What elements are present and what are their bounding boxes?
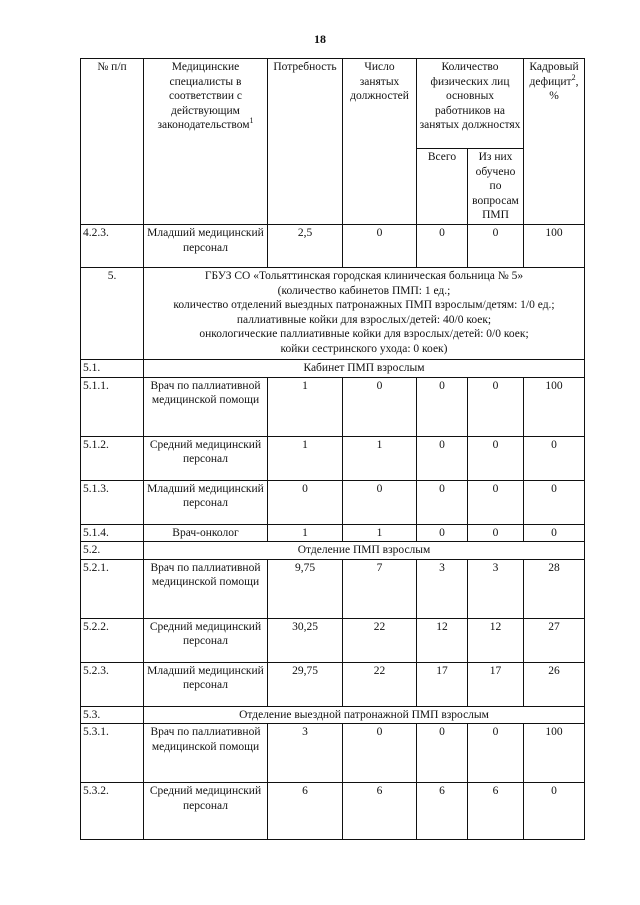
row-trained: 0 — [468, 436, 524, 480]
subsection-number: 5.3. — [81, 706, 144, 724]
row-deficit: 0 — [524, 480, 585, 524]
row-total: 17 — [417, 662, 468, 706]
table-row — [81, 662, 585, 706]
row-number: 4.2.3. — [81, 225, 144, 268]
row-total: 6 — [417, 783, 468, 840]
row-occupied: 22 — [343, 618, 417, 662]
subsection-title: Отделение выездной патронажной ПМП взрослым — [144, 706, 585, 724]
row-need: 1 — [268, 524, 343, 542]
row-total: 0 — [417, 480, 468, 524]
row-deficit: 100 — [524, 377, 585, 436]
header-staff-count: Количество физических лиц основных работников на занятых должностях — [417, 59, 524, 149]
row-deficit: 0 — [524, 783, 585, 840]
row-deficit: 28 — [524, 559, 585, 618]
row-specialist: Врач по паллиативной медицинской помощи — [144, 377, 268, 436]
subsection-title: Кабинет ПМП взрослым — [144, 360, 585, 378]
row-trained: 6 — [468, 783, 524, 840]
row-deficit: 100 — [524, 724, 585, 783]
subsection-number: 5.1. — [81, 360, 144, 378]
header-need: Потребность — [268, 59, 343, 225]
row-need: 9,75 — [268, 559, 343, 618]
table-row — [81, 524, 585, 542]
row-specialist: Средний медицинский персонал — [144, 436, 268, 480]
row-need: 2,5 — [268, 225, 343, 268]
subsection-row — [81, 542, 585, 560]
row-number: 5.1.1. — [81, 377, 144, 436]
row-number: 5.1.3. — [81, 480, 144, 524]
row-total: 0 — [417, 377, 468, 436]
table-row — [81, 783, 585, 840]
row-need: 0 — [268, 480, 343, 524]
table-row — [81, 724, 585, 783]
row-occupied: 0 — [343, 225, 417, 268]
table-row — [81, 225, 585, 268]
table-row — [81, 559, 585, 618]
section-title: ГБУЗ СО «Тольяттинская городская клиническая больница № 5» (количество кабинетов ПМП: 1 ед.; количество отделений выездных патронажных ПМП взрослым/детям: 1/0 ед.; паллиативные койки для взрослых/детей: 40/0 коек; онкологические паллиативные койки для взрослых/детей: 0/0 коек; койки сестринского ухода: 0 коек) — [144, 268, 585, 360]
staffing-table — [80, 58, 585, 840]
row-occupied: 0 — [343, 480, 417, 524]
table-row — [81, 618, 585, 662]
row-total: 0 — [417, 225, 468, 268]
row-trained: 0 — [468, 724, 524, 783]
row-trained: 0 — [468, 480, 524, 524]
row-occupied: 22 — [343, 662, 417, 706]
section-row — [81, 268, 585, 360]
row-specialist: Младший медицинский персонал — [144, 225, 268, 268]
header-specialists: Медицинские специалисты в соответствии с действующим законодательством$^1$ — [144, 59, 268, 225]
header-number: № п/п — [81, 59, 144, 225]
row-number: 5.2.3. — [81, 662, 144, 706]
section-number: 5. — [81, 268, 144, 360]
row-specialist: Средний медицинский персонал — [144, 618, 268, 662]
row-specialist: Младший медицинский персонал — [144, 480, 268, 524]
row-specialist: Младший медицинский персонал — [144, 662, 268, 706]
table-row — [81, 377, 585, 436]
row-trained: 3 — [468, 559, 524, 618]
row-need: 1 — [268, 377, 343, 436]
row-need: 6 — [268, 783, 343, 840]
subsection-row — [81, 706, 585, 724]
row-need: 3 — [268, 724, 343, 783]
row-trained: 0 — [468, 524, 524, 542]
row-trained: 0 — [468, 377, 524, 436]
row-total: 0 — [417, 524, 468, 542]
row-occupied: 1 — [343, 524, 417, 542]
table-row — [81, 436, 585, 480]
row-number: 5.3.2. — [81, 783, 144, 840]
row-occupied: 0 — [343, 377, 417, 436]
header-occupied: Число занятых должностей — [343, 59, 417, 225]
row-deficit: 0 — [524, 524, 585, 542]
page-number: 18 — [314, 32, 326, 46]
row-trained: 17 — [468, 662, 524, 706]
row-specialist: Врач по паллиативной медицинской помощи — [144, 559, 268, 618]
header-trained: Из них обучено по вопросам ПМП — [468, 149, 524, 225]
row-occupied: 7 — [343, 559, 417, 618]
row-need: 29,75 — [268, 662, 343, 706]
row-number: 5.3.1. — [81, 724, 144, 783]
subsection-title: Отделение ПМП взрослым — [144, 542, 585, 560]
header-total: Всего — [417, 149, 468, 225]
row-trained: 12 — [468, 618, 524, 662]
row-number: 5.2.1. — [81, 559, 144, 618]
row-occupied: 0 — [343, 724, 417, 783]
row-deficit: 27 — [524, 618, 585, 662]
row-number: 5.1.2. — [81, 436, 144, 480]
row-total: 0 — [417, 436, 468, 480]
row-total: 3 — [417, 559, 468, 618]
row-number: 5.1.4. — [81, 524, 144, 542]
row-occupied: 6 — [343, 783, 417, 840]
row-specialist: Врач по паллиативной медицинской помощи — [144, 724, 268, 783]
row-specialist: Средний медицинский персонал — [144, 783, 268, 840]
header-deficit: Кадровый дефицит$^2$, % — [524, 59, 585, 225]
row-deficit: 26 — [524, 662, 585, 706]
row-deficit: 0 — [524, 436, 585, 480]
row-trained: 0 — [468, 225, 524, 268]
subsection-row — [81, 360, 585, 378]
table-row — [81, 480, 585, 524]
row-specialist: Врач-онколог — [144, 524, 268, 542]
row-total: 12 — [417, 618, 468, 662]
row-need: 30,25 — [268, 618, 343, 662]
row-occupied: 1 — [343, 436, 417, 480]
row-number: 5.2.2. — [81, 618, 144, 662]
row-total: 0 — [417, 724, 468, 783]
row-deficit: 100 — [524, 225, 585, 268]
subsection-number: 5.2. — [81, 542, 144, 560]
row-need: 1 — [268, 436, 343, 480]
